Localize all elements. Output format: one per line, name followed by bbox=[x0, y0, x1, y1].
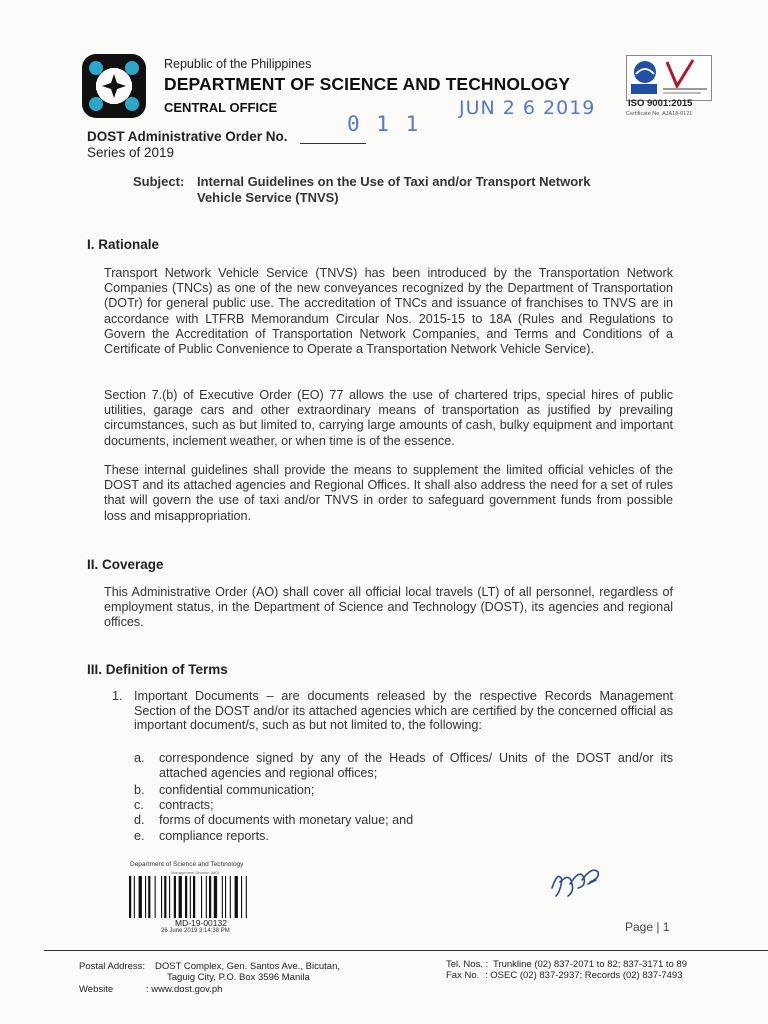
office-name: CENTRAL OFFICE bbox=[164, 100, 278, 115]
subitem-letter: c. bbox=[134, 798, 144, 812]
subject-label: Subject: bbox=[133, 174, 185, 189]
barcode-bar bbox=[129, 876, 131, 918]
administrative-order-label: DOST Administrative Order No. bbox=[87, 129, 288, 144]
postal-address-line-1: DOST Complex, Gen. Santos Ave., Bicutan, bbox=[155, 961, 340, 972]
date-stamp: JUN 2 6 2019 bbox=[459, 97, 596, 119]
definition-important-documents: Important Documents – are documents released by the respective Records Management Section of the DOST and/or its attached agencies which are certified by the concerned official as important document/s, such as but not limited to, the following: bbox=[134, 689, 673, 733]
telephone-label: Tel. Nos. : bbox=[446, 959, 489, 970]
subitem-text: confidential communication; bbox=[159, 783, 315, 797]
subject-text: Internal Guidelines on the Use of Taxi and/or Transport Network Vehicle Service (TNVS) bbox=[197, 174, 591, 205]
subitem-text: contracts; bbox=[159, 798, 214, 812]
iso-certificate-number: Certificate No. AJA18-0121 bbox=[626, 111, 693, 117]
telephone-value: Trunkline (02) 837-2071 to 82; 837-3171 to 89 bbox=[493, 959, 688, 970]
subitem-letter: e. bbox=[134, 829, 145, 843]
fax-label: Fax No. bbox=[446, 970, 480, 981]
iso-standard: ISO 9001:2015 bbox=[628, 98, 693, 109]
barcode-bar bbox=[206, 876, 207, 918]
barcode-bar bbox=[139, 876, 142, 918]
rationale-paragraph-3: These internal guidelines shall provide the means to supplement the limited official vehicles of the DOST and its attached agencies and Regional Offices. It shall also address the need for a set of rules that will govern the use of taxi and/or TNVS in order to safeguard government funds from possible loss and misappropriation. bbox=[104, 463, 673, 523]
rationale-paragraph-2: Section 7.(b) of Executive Order (EO) 77 allows the use of chartered trips, special hires of public utilities, garage cars and other extraordinary means of transportation as justified by prevailing circumstances, such as but limited to, carrying large amounts of cash, bulky equipment and important documents, inclement weather, or when time is of the essence. bbox=[104, 388, 673, 448]
dost-logo-icon bbox=[78, 50, 150, 122]
order-number-line bbox=[300, 143, 366, 144]
barcode-bar bbox=[179, 876, 182, 918]
barcode-bar bbox=[148, 876, 150, 918]
barcode-bar bbox=[209, 876, 211, 918]
barcode-bar bbox=[134, 876, 135, 918]
section-heading-definitions: III. Definition of Terms bbox=[87, 662, 228, 677]
barcode-bar bbox=[214, 876, 217, 918]
postal-address-line-2: Taguig City, P.O. Box 3596 Manila bbox=[167, 972, 310, 983]
section-heading-coverage: II. Coverage bbox=[87, 557, 164, 572]
order-number-stamp: 0 1 1 bbox=[347, 112, 421, 136]
barcode-bar bbox=[246, 876, 247, 918]
barcode-bar bbox=[155, 876, 156, 918]
department-name: DEPARTMENT OF SCIENCE AND TECHNOLOGY bbox=[164, 74, 571, 94]
aja-ukas-certification-icon bbox=[626, 55, 712, 101]
barcode-bar bbox=[222, 876, 223, 918]
barcode-code: MD-19-00132 bbox=[175, 918, 227, 928]
barcode-bar bbox=[185, 876, 187, 918]
barcode-bar bbox=[174, 876, 176, 918]
barcode-bar bbox=[241, 876, 242, 918]
barcode-bar bbox=[235, 876, 238, 918]
barcode-office: Department of Science and Technology bbox=[130, 861, 244, 868]
barcode-bar bbox=[193, 876, 195, 918]
subitem-text: compliance reports. bbox=[159, 829, 269, 843]
rationale-paragraph-1: Transport Network Vehicle Service (TNVS) has been introduced by the Transportation Network Companies (TNCs) as one of the new conveyances recognized by the Department of Transportation (DOTr) for general public use. The accreditation of TNCs and issuance of franchises to TNVS are in accordance with LTFRB Memorandum Circular Nos. 2015-15 to 18A (Rules and Regulations to Govern the Accreditation of Transportation Network Companies, and Terms and Conditions of a Certificate of Public Convenience to Operate a Transportation Network Vehicle Service). bbox=[104, 266, 673, 357]
definition-number: 1. bbox=[112, 689, 123, 703]
barcode-timestamp: 26 June 2019 3:14:38 PM bbox=[161, 928, 230, 934]
barcode-bar bbox=[164, 876, 166, 918]
barcode-bar bbox=[225, 876, 226, 918]
series-label: Series of 2019 bbox=[87, 145, 175, 160]
subitem-letter: b. bbox=[134, 783, 145, 797]
subitem-text: correspondence signed by any of the Heads of Offices/ Units of the DOST and/or its attached agencies and regional offices; bbox=[159, 751, 673, 781]
page-number: Page | 1 bbox=[625, 920, 670, 934]
barcode-bar bbox=[230, 876, 231, 918]
coverage-paragraph: This Administrative Order (AO) shall cover all official local travels (LT) of all personnel, regardless of employment status, in the Department of Science and Technology (DOST), its agencies and regional offices. bbox=[104, 585, 673, 630]
subitem-letter: a. bbox=[134, 751, 145, 765]
fax-value: : OSEC (02) 837-2937; Records (02) 837-7493 bbox=[485, 970, 683, 981]
website-label: Website bbox=[79, 984, 114, 995]
barcode-bar bbox=[201, 876, 202, 918]
section-heading-rationale: I. Rationale bbox=[87, 237, 160, 252]
barcode-icon bbox=[127, 876, 279, 918]
barcode-bar bbox=[145, 876, 146, 918]
barcode-bar bbox=[190, 876, 191, 918]
website-value: : www.dost.gov.ph bbox=[146, 984, 223, 995]
barcode-bar bbox=[169, 876, 170, 918]
government-name: Republic of the Philippines bbox=[164, 57, 312, 71]
subitem-text: forms of documents with monetary value; and bbox=[159, 813, 414, 827]
subitem-letter: d. bbox=[134, 813, 145, 827]
postal-address-label: Postal Address: bbox=[79, 961, 146, 972]
signature-icon bbox=[548, 862, 604, 902]
footer-divider bbox=[44, 950, 768, 951]
barcode-bar bbox=[161, 876, 162, 918]
barcode-division: Management Division (MD) bbox=[171, 870, 220, 875]
